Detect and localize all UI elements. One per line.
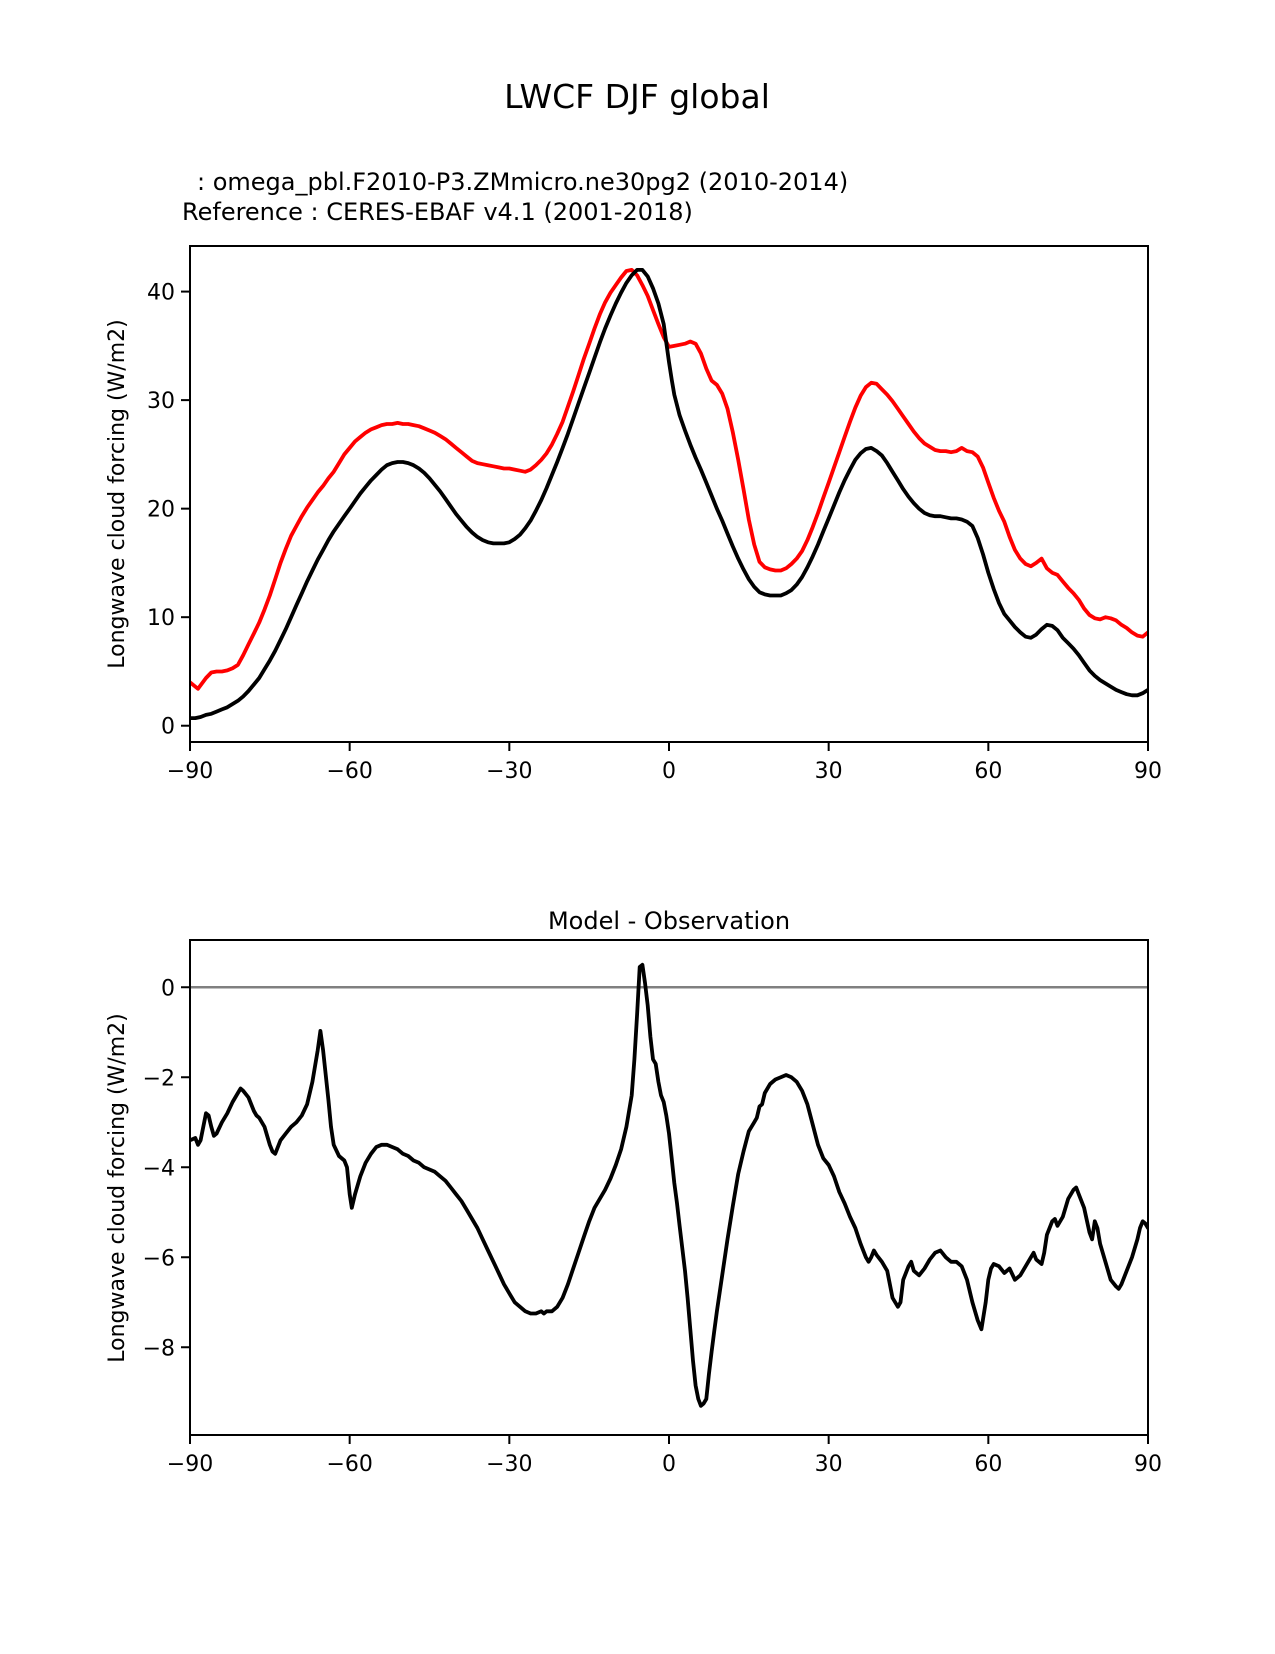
top-plot-ylabel: Longwave cloud forcing (W/m2) — [105, 319, 130, 669]
axes-spines — [190, 246, 1148, 742]
y-tick-label: −2 — [142, 1066, 175, 1092]
y-tick-label: 40 — [147, 280, 175, 306]
x-tick-label: 30 — [814, 1452, 843, 1477]
y-tick-label: 20 — [147, 497, 175, 523]
figure-title: LWCF DJF global — [504, 77, 770, 116]
x-tick-label: 60 — [974, 1452, 1003, 1477]
x-tick-label: −60 — [326, 1452, 373, 1477]
y-tick-label: −8 — [142, 1336, 175, 1362]
y-tick-label: 30 — [147, 389, 175, 415]
y-tick-label: 0 — [161, 714, 175, 740]
x-tick-label: −60 — [326, 759, 373, 784]
x-tick-label: 60 — [974, 759, 1003, 784]
bottom-plot-ylabel: Longwave cloud forcing (W/m2) — [105, 1013, 130, 1363]
series-model-minus-obs-line — [190, 965, 1148, 1406]
legend-reference-label: Reference : CERES-EBAF v4.1 (2001-2018) — [182, 198, 693, 226]
x-tick-label: 0 — [662, 1452, 676, 1477]
x-tick-label: −30 — [486, 1452, 533, 1477]
y-tick-label: 10 — [147, 606, 175, 632]
y-tick-label: −4 — [142, 1156, 175, 1182]
bottom-plot-axes — [143, 940, 1162, 1477]
x-tick-label: −90 — [166, 1452, 214, 1477]
x-tick-label: −90 — [166, 759, 214, 784]
series-model-line — [190, 270, 1148, 718]
subplot-diff-title: Model - Observation — [547, 907, 791, 935]
x-tick-label: 30 — [814, 759, 843, 784]
x-tick-label: 0 — [662, 759, 676, 784]
y-tick-label: −6 — [142, 1246, 175, 1272]
y-tick-label: 0 — [161, 976, 175, 1002]
x-tick-label: −30 — [486, 759, 533, 784]
series-reference-line — [190, 270, 1148, 689]
axes-spines — [190, 940, 1148, 1435]
x-tick-label: 90 — [1134, 1452, 1162, 1477]
legend-model-label: : omega_pbl.F2010-P3.ZMmicro.ne30pg2 (2010-2014) — [197, 168, 849, 196]
x-tick-label: 90 — [1134, 759, 1162, 784]
top-plot-axes — [147, 246, 1162, 784]
